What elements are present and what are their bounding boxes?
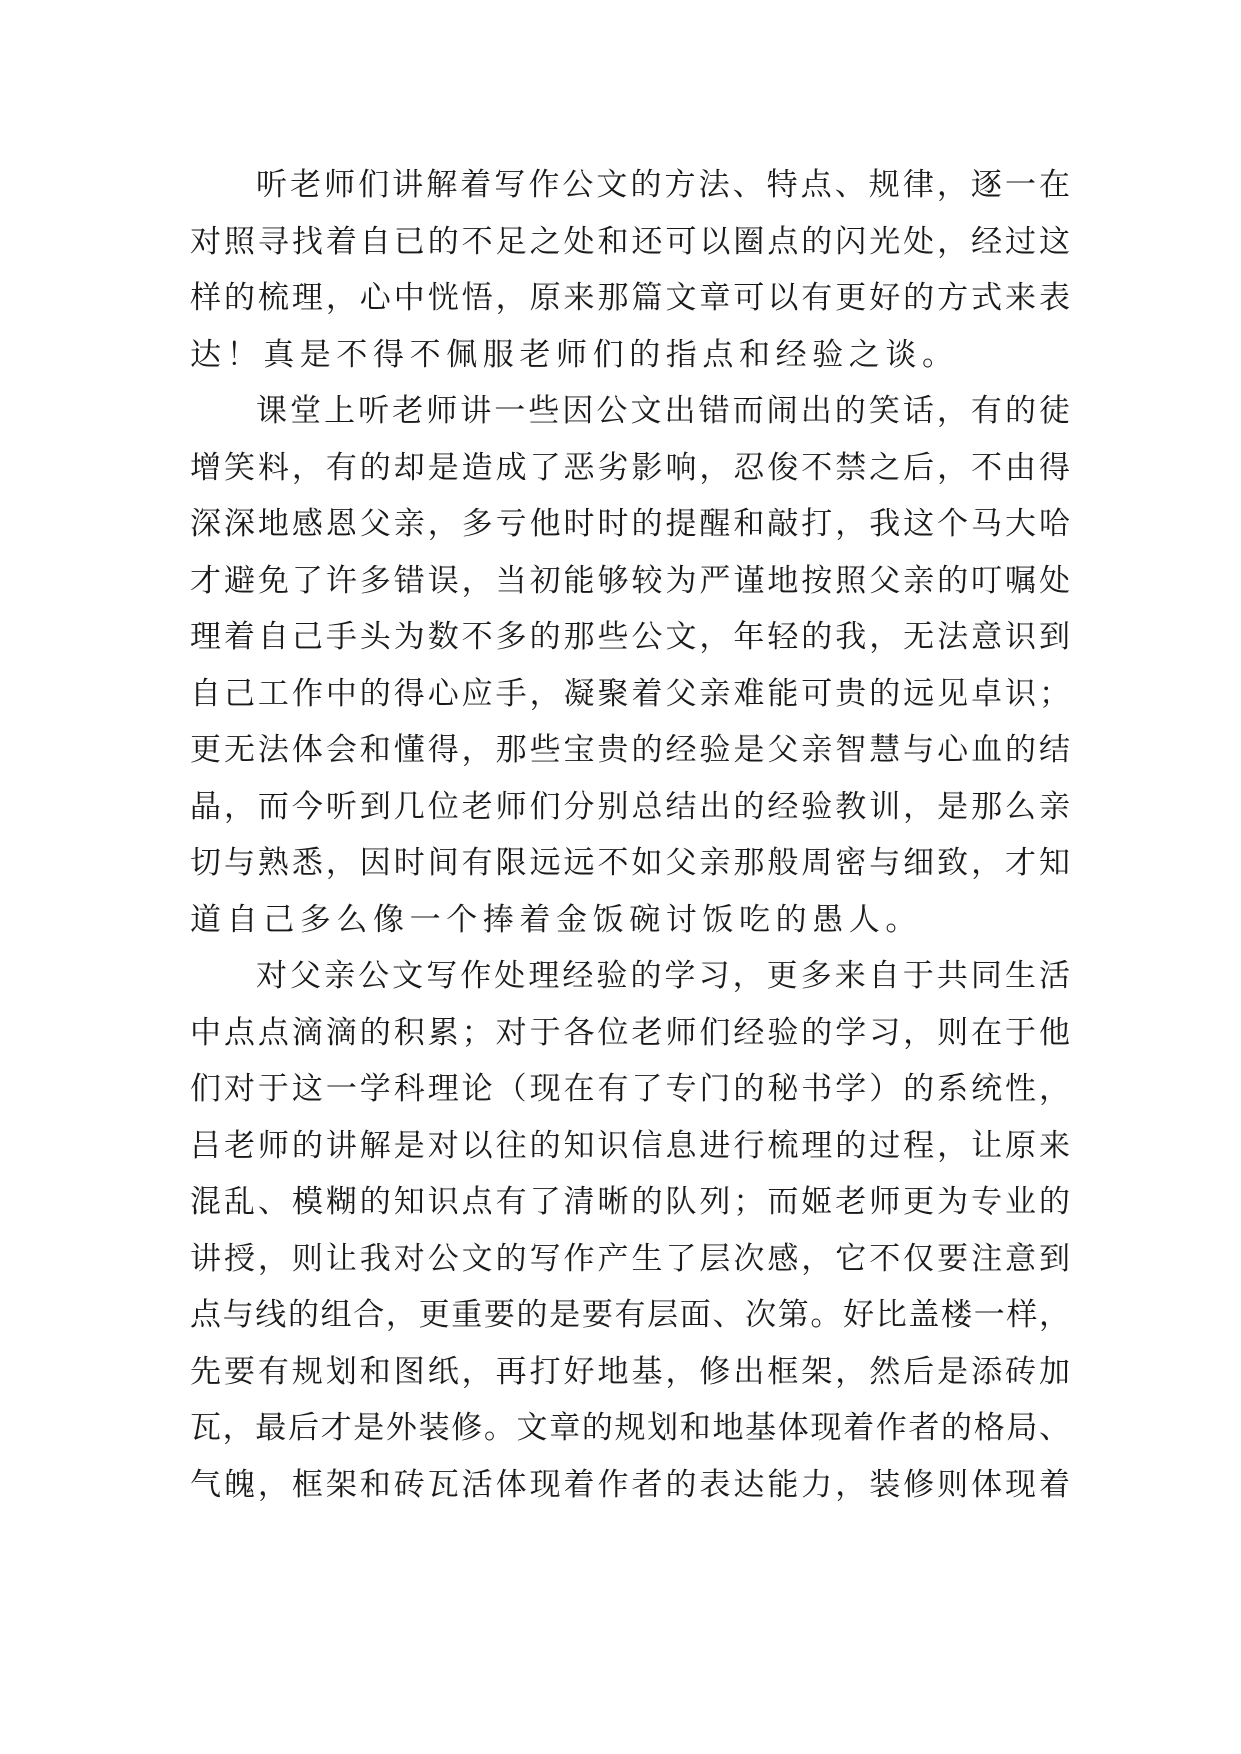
- text-line: 深深地感恩父亲，多亏他时时的提醒和敲打，我这个马大哈: [190, 506, 1070, 542]
- text-line: 中点点滴滴的积累；对于各位老师们经验的学习，则在于他: [190, 1014, 1070, 1051]
- text-line: 对父亲公文写作处理经验的学习，更多来自于共同生活: [256, 958, 1070, 994]
- paragraph-1: [190, 157, 1070, 383]
- text-line: 吕老师的讲解是对以往的知识信息进行梳理的过程，让原来: [190, 1127, 1070, 1164]
- text-line: 点与线的组合，更重要的是要有层面、次第。好比盖楼一样，: [190, 1297, 1070, 1333]
- text-line: 瓦，最后才是外装修。文章的规划和地基体现着作者的格局、: [190, 1410, 1070, 1446]
- paragraph-2: [190, 383, 1070, 948]
- body-text: [190, 157, 1070, 1513]
- text-line: 自己工作中的得心应手，凝聚着父亲难能可贵的远见卓识；: [190, 675, 1070, 712]
- text-line: 们对于这一学科理论（现在有了专门的秘书学）的系统性，: [190, 1071, 1070, 1107]
- text-line: 更无法体会和懂得，那些宝贵的经验是父亲智慧与心血的结: [190, 732, 1070, 768]
- text-line: 混乱、模糊的知识点有了清晰的队列；而姬老师更为专业的: [190, 1184, 1070, 1220]
- text-line: 才避免了许多错误，当初能够较为严谨地按照父亲的叮嘱处: [190, 562, 1070, 599]
- text-line: 讲授，则让我对公文的写作产生了层次感，它不仅要注意到: [190, 1240, 1070, 1277]
- text-line: 听老师们讲解着写作公文的方法、特点、规律，逐一在: [256, 167, 1070, 203]
- text-line: 理着自己手头为数不多的那些公文，年轻的我，无法意识到: [190, 619, 1070, 655]
- text-line: 气魄，框架和砖瓦活体现着作者的表达能力，装修则体现着: [190, 1466, 1070, 1503]
- text-line: 切与熟悉，因时间有限远远不如父亲那般周密与细致，才知: [190, 845, 1070, 881]
- text-line: 先要有规划和图纸，再打好地基，修出框架，然后是添砖加: [190, 1353, 1070, 1390]
- text-line: 课堂上听老师讲一些因公文出错而闹出的笑话，有的徒: [256, 393, 1070, 429]
- text-line: 对照寻找着自已的不足之处和还可以圈点的闪光处，经过这: [190, 223, 1070, 260]
- text-line: 晶，而今听到几位老师们分别总结出的经验教训，是那么亲: [190, 788, 1070, 825]
- text-line: 样的梳理，心中恍悟，原来那篇文章可以有更好的方式来表: [190, 280, 1070, 316]
- text-line: 达！真是不得不佩服老师们的指点和经验之谈。: [190, 336, 959, 373]
- paragraph-3: [190, 948, 1070, 1513]
- text-line: 增笑料，有的却是造成了恶劣影响，忍俊不禁之后，不由得: [190, 449, 1070, 486]
- text-line: 道自己多么像一个捧着金饭碗讨饭吃的愚人。: [190, 901, 922, 938]
